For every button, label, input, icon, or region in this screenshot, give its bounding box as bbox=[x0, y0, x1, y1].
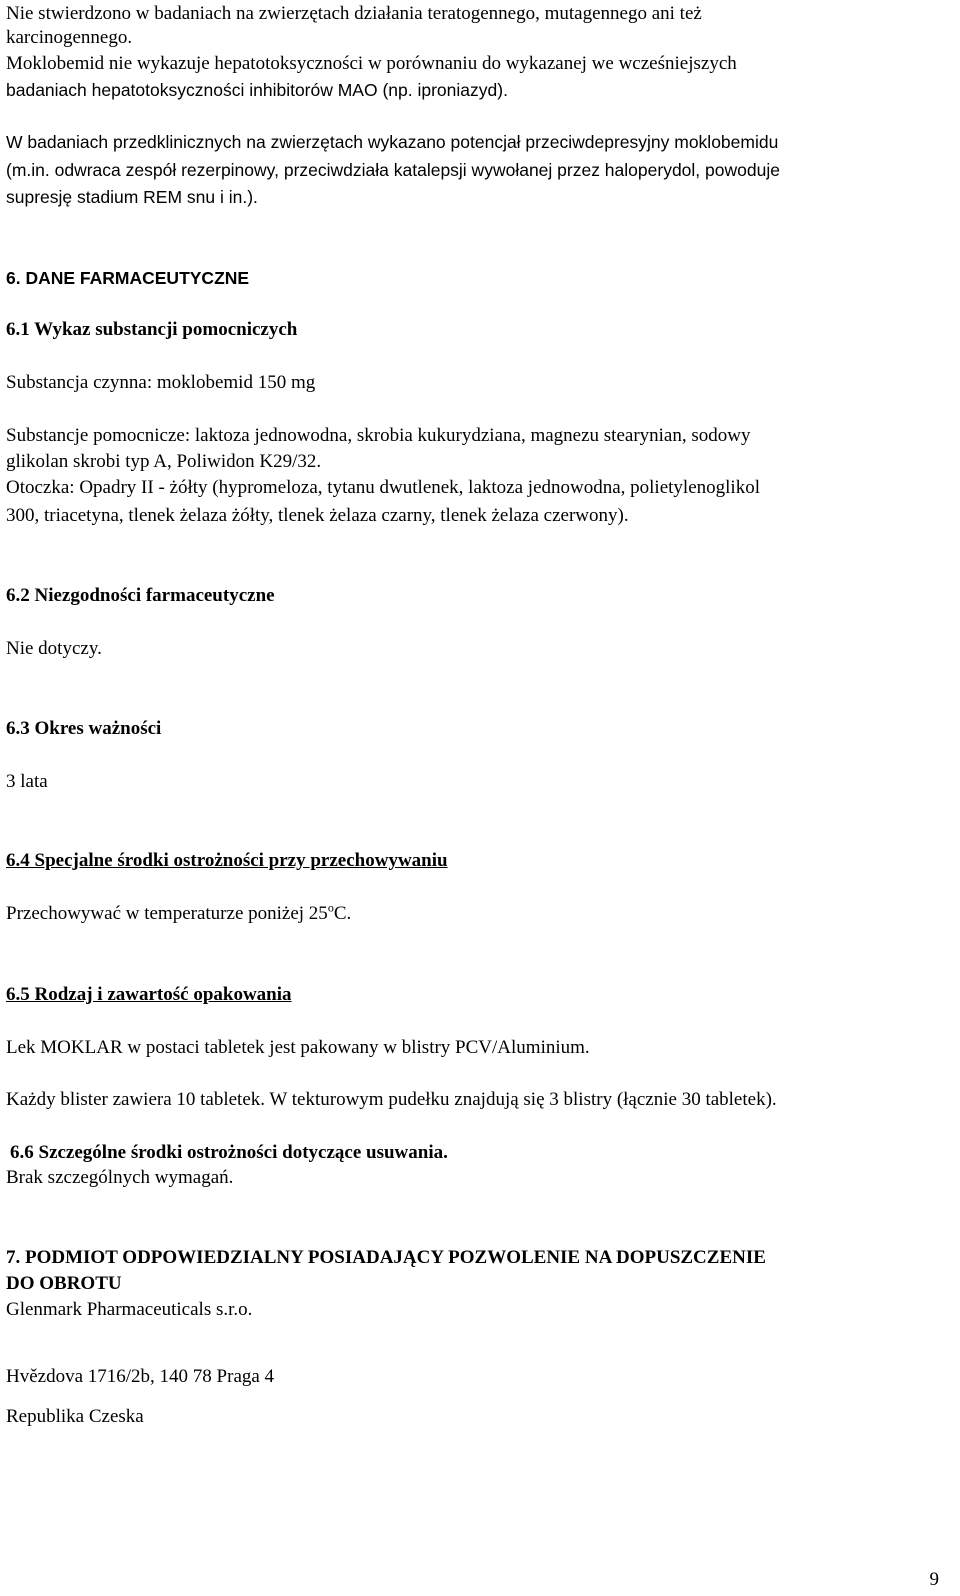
excipients-line-1: Substancje pomocnicze: laktoza jednowodna, skrobia kukurydziana, magnezu stearynian, sodowy bbox=[6, 425, 751, 446]
intro-line-4: badaniach hepatotoksyczności inhibitorów MAO (np. iproniazyd). bbox=[6, 80, 508, 100]
coating-line-2: 300, triacetyna, tlenek żelaza żółty, tlenek żelaza czarny, tlenek żelaza czerwony). bbox=[6, 505, 629, 526]
company-address: Hvězdova 1716/2b, 140 78 Praga 4 bbox=[6, 1366, 275, 1387]
active-substance: Substancja czynna: moklobemid 150 mg bbox=[6, 372, 316, 393]
company-country: Republika Czeska bbox=[6, 1406, 144, 1427]
section-6-2-text: Nie dotyczy. bbox=[6, 638, 102, 659]
section-6-6-text: Brak szczególnych wymagań. bbox=[6, 1167, 234, 1188]
storage-text bbox=[6, 902, 351, 926]
section-6-4-heading bbox=[6, 849, 448, 873]
section-6-1-heading: 6.1 Wykaz substancji pomocniczych bbox=[6, 319, 298, 340]
preclinical-line-3: supresję stadium REM snu i in.). bbox=[6, 187, 258, 207]
intro-line-1: Nie stwierdzono w badaniach na zwierzętach działania teratogennego, mutagennego ani też bbox=[6, 3, 702, 24]
section-6-6-heading: 6.6 Szczególne środki ostrożności dotyczące usuwania. bbox=[10, 1142, 448, 1163]
degree-superscript: o bbox=[327, 900, 334, 915]
intro-line-2: karcinogennego. bbox=[6, 27, 133, 48]
preclinical-line-1: W badaniach przedklinicznych na zwierzętach wykazano potencjał przeciwdepresyjny moklobemidu bbox=[6, 132, 779, 152]
storage-text-main: Przechowywać w temperaturze poniżej 25 bbox=[6, 903, 328, 924]
intro-line-3: Moklobemid nie wykazuje hepatotoksyczności w porównaniu do wykazanej we wcześniejszych bbox=[6, 53, 737, 74]
packaging-text-1: Lek MOKLAR w postaci tabletek jest pakowany w blistry PCV/Aluminium. bbox=[6, 1037, 590, 1058]
section-6-3-heading: 6.3 Okres ważności bbox=[6, 718, 162, 739]
page-number: 9 bbox=[929, 1569, 939, 1590]
excipients-line-2: glikolan skrobi typ A, Poliwidon K29/32. bbox=[6, 451, 322, 472]
section-6-5-heading bbox=[6, 983, 292, 1007]
storage-text-unit: C. bbox=[333, 903, 352, 924]
coating-line-1: Otoczka: Opadry II - żółty (hypromeloza, tytanu dwutlenek, laktoza jednowodna, polietylenoglikol bbox=[6, 477, 760, 498]
section-7-title-line-1: 7. PODMIOT ODPOWIEDZIALNY POSIADAJĄCY POZWOLENIE NA DOPUSZCZENIE bbox=[6, 1247, 766, 1268]
section-6-3-text: 3 lata bbox=[6, 771, 48, 792]
section-6-4-heading-text: 6.4 Specjalne środki ostrożności przy przechowywaniu bbox=[6, 850, 448, 871]
section-6-title: 6. DANE FARMACEUTYCZNE bbox=[6, 268, 250, 288]
section-6-5-heading-text: 6.5 Rodzaj i zawartość opakowania bbox=[6, 984, 292, 1005]
packaging-text-2: Każdy blister zawiera 10 tabletek. W tekturowym pudełku znajdują się 3 blistry (łącznie 30 tabletek). bbox=[6, 1089, 777, 1110]
company-name: Glenmark Pharmaceuticals s.r.o. bbox=[6, 1299, 253, 1320]
preclinical-line-2: (m.in. odwraca zespół rezerpinowy, przeciwdziała katalepsji wywołanej przez haloperydol, powoduje bbox=[6, 160, 780, 180]
section-7-title-line-2: DO OBROTU bbox=[6, 1273, 122, 1294]
section-6-2-heading: 6.2 Niezgodności farmaceutyczne bbox=[6, 585, 275, 606]
